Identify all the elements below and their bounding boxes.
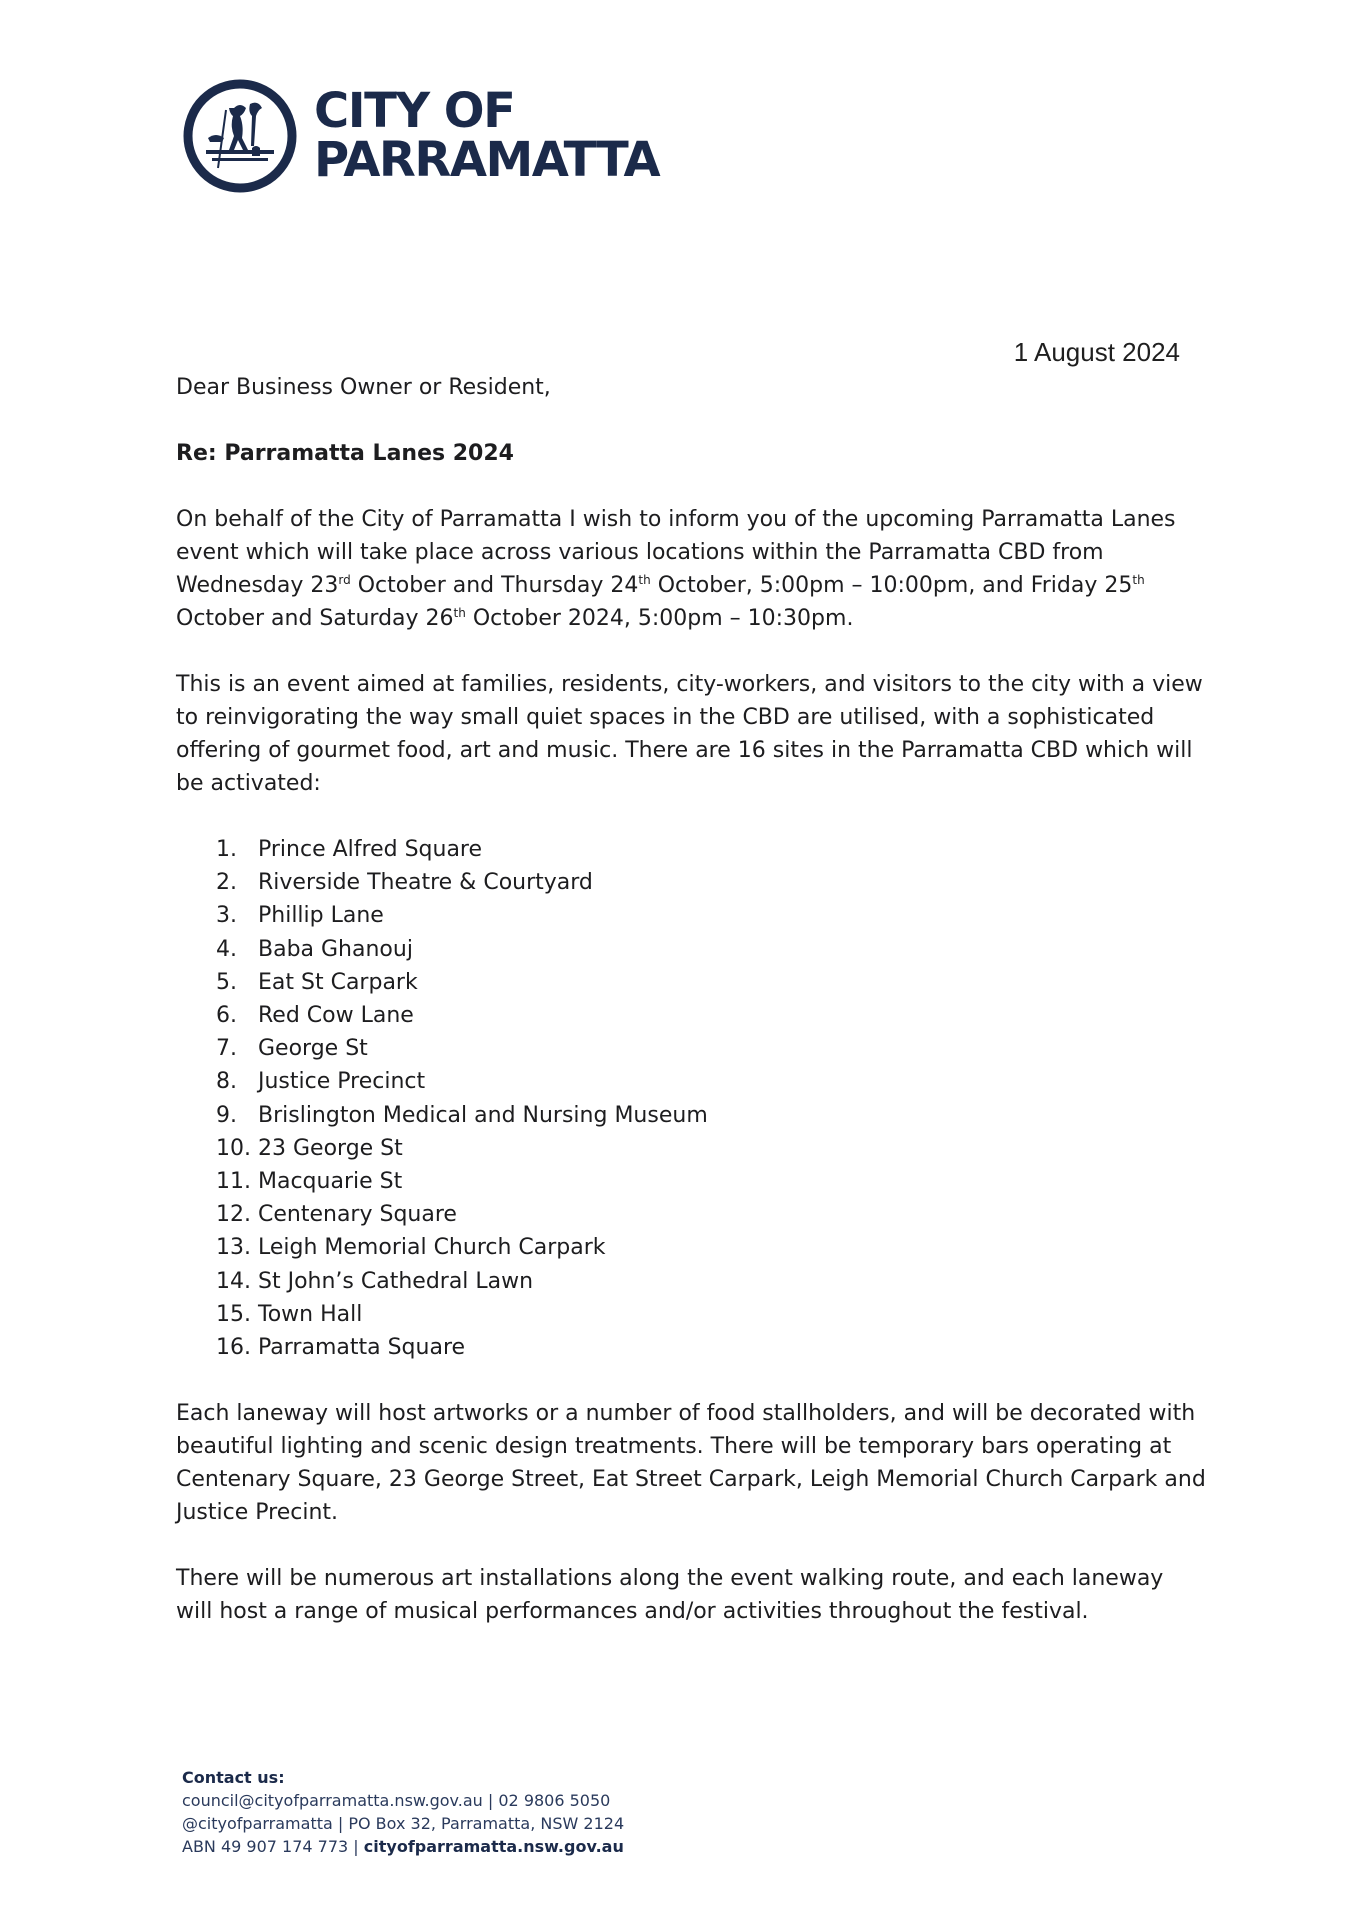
list-item-name: Phillip Lane [258, 903, 384, 929]
intro-sup-1: rd [338, 573, 351, 587]
contact-social-address: @cityofparramatta | PO Box 32, Parramatta, NSW 2124 [182, 1814, 625, 1833]
intro-text-5: October 2024, 5:00pm – 10:30pm. [465, 606, 854, 631]
intro-text-4: October and Saturday 26 [176, 606, 454, 631]
list-item-number: 6. [216, 1003, 237, 1029]
list-item-name: Parramatta Square [258, 1334, 466, 1360]
intro-text-3: October, 5:00pm – 10:00pm, and Friday 25 [650, 573, 1133, 598]
list-item-name: Brislington Medical and Nursing Museum [258, 1102, 708, 1128]
contact-footer [182, 1766, 624, 1858]
list-item-number: 5. [216, 969, 237, 995]
subject-line: Re: Parramatta Lanes 2024 [176, 441, 514, 466]
list-item [216, 1132, 1206, 1165]
list-item-number: 12. [216, 1202, 251, 1228]
intro-paragraph [176, 503, 1206, 635]
salutation: Dear Business Owner or Resident, [176, 375, 551, 400]
list-item [216, 1231, 1206, 1264]
list-item-name: Justice Precinct [258, 1069, 426, 1095]
list-item-number: 2. [216, 870, 237, 896]
list-item-name: Red Cow Lane [258, 1003, 414, 1029]
list-item-name: George St [258, 1036, 368, 1062]
list-item-name: Prince Alfred Square [258, 837, 483, 863]
list-item-number: 1. [216, 837, 237, 863]
list-item-number: 7. [216, 1036, 237, 1062]
list-item-number: 13. [216, 1235, 251, 1261]
list-item-number: 4. [216, 936, 237, 962]
list-item-number: 3. [216, 903, 237, 929]
list-item [216, 999, 1206, 1032]
list-item [216, 1264, 1206, 1297]
list-item-name: Eat St Carpark [258, 969, 418, 995]
intro-sup-3: th [1132, 573, 1145, 587]
website-link[interactable]: cityofparramatta.nsw.gov.au [363, 1837, 624, 1856]
list-item-name: Macquarie St [258, 1168, 403, 1194]
list-item-number: 10. [216, 1135, 251, 1161]
installations-paragraph: There will be numerous art installations along the event walking route, and each laneway will host a range of musical performances and/or activities throughout the festival. [176, 1566, 1164, 1624]
list-item-name: St John’s Cathedral Lawn [258, 1268, 534, 1294]
abn-text: ABN 49 907 174 773 | [182, 1837, 364, 1856]
list-item [216, 833, 1206, 866]
city-emblem-icon [182, 78, 298, 194]
logo-line-1: CITY OF [314, 83, 515, 139]
intro-text-2: October and Thursday 24 [350, 573, 639, 598]
list-item [216, 1065, 1206, 1098]
list-item-number: 9. [216, 1102, 237, 1128]
intro-text-1: On behalf of the City of Parramatta I wish to inform you of the upcoming Parramatta Lanes event which will take place across various locations within the Parramatta CBD from Wednesday 23 [176, 507, 1176, 598]
letter-date: 1 August 2024 [1013, 337, 1180, 367]
list-item [216, 1165, 1206, 1198]
contact-label: Contact us: [182, 1768, 285, 1787]
bars-paragraph: Each laneway will host artworks or a number of food stallholders, and will be decorated with beautiful lighting and scenic design treatments. There will be temporary bars operating at Centenary Square, 23 George Street, Eat Street Carpark, Leigh Memorial Church Carpark and Justice Precint. [176, 1401, 1206, 1525]
city-of-parramatta-logo [182, 78, 659, 194]
sites-list [176, 833, 1206, 1364]
list-item [216, 933, 1206, 966]
list-item-number: 16. [216, 1334, 251, 1360]
logo-wordmark [314, 83, 660, 188]
list-item-name: Baba Ghanouj [258, 936, 413, 962]
list-item [216, 1298, 1206, 1331]
list-item [216, 966, 1206, 999]
list-item-number: 15. [216, 1301, 251, 1327]
list-item-name: Riverside Theatre & Courtyard [258, 870, 593, 896]
list-item [216, 1198, 1206, 1231]
logo-line-2: PARRAMATTA [314, 132, 660, 188]
list-item-name: Centenary Square [258, 1202, 457, 1228]
purpose-paragraph: This is an event aimed at families, residents, city-workers, and visitors to the city with a view to reinvigorating the way small quiet spaces in the CBD are utilised, with a sophisticated offering of gourmet food, art and music. There are 16 sites in the Parramatta CBD which will be activated: [176, 672, 1203, 796]
list-item [216, 1099, 1206, 1132]
list-item [216, 899, 1206, 932]
list-item [216, 1331, 1206, 1364]
intro-sup-4: th [453, 606, 466, 620]
list-item-number: 14. [216, 1268, 251, 1294]
contact-abn-website [182, 1835, 624, 1858]
list-item-name: 23 George St [258, 1135, 403, 1161]
list-item [216, 866, 1206, 899]
contact-email-phone: council@cityofparramatta.nsw.gov.au | 02 9806 5050 [182, 1791, 611, 1810]
list-item-number: 8. [216, 1069, 237, 1095]
list-item-number: 11. [216, 1168, 251, 1194]
letter-body [176, 371, 1206, 1628]
list-item-name: Leigh Memorial Church Carpark [258, 1235, 606, 1261]
intro-sup-2: th [638, 573, 651, 587]
list-item-name: Town Hall [258, 1301, 363, 1327]
list-item [216, 1032, 1206, 1065]
